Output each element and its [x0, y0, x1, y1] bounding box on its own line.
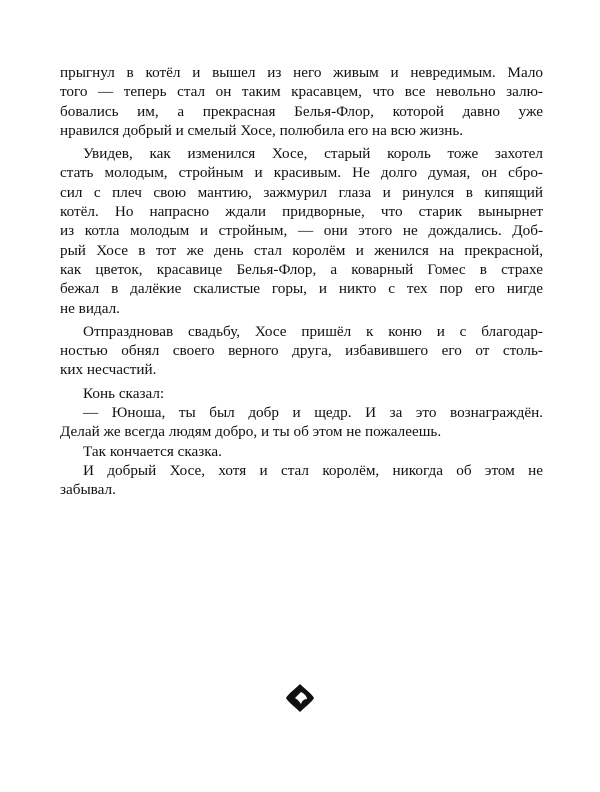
text-line: И добрый Хосе, хотя и стал королём, никогда об этом не	[83, 461, 543, 479]
diamond-leaf-ornament-icon	[282, 680, 318, 716]
text-line: Делай же всегда людям добро, и ты об этом не пожалеешь.	[60, 423, 442, 441]
text-line: — Юноша, ты был добр и щедр. И за это вознаграждён.	[83, 404, 543, 422]
text-line: забывал.	[60, 481, 116, 499]
paragraph-7	[60, 461, 543, 500]
story-text	[60, 63, 543, 500]
paragraph-4	[60, 384, 543, 403]
paragraph-5	[60, 403, 543, 442]
paragraph-2	[60, 144, 543, 318]
text-line: ких несчастий.	[60, 361, 157, 379]
text-line: Увидев, как изменился Хосе, старый король тоже захотел	[83, 145, 543, 163]
paragraph-1	[60, 63, 543, 140]
paragraph-6	[60, 442, 543, 461]
text-line: того — теперь стал он таким красавцем, что все невольно залю-	[60, 83, 543, 101]
text-line: стать молодым, стройным и красивым. Не долго думая, он сбро-	[60, 164, 543, 182]
text-line: бежал в далёкие скалистые горы, и никто с тех пор его нигде	[60, 280, 543, 298]
text-line: сил с плеч свою мантию, зажмурил глаза и ринулся в кипящий	[60, 183, 543, 201]
text-line: ностью обнял своего верного друга, избавившего его от столь-	[60, 342, 543, 360]
text-line: котёл. Но напрасно ждали придворные, что старик вынырнет	[60, 203, 543, 221]
text-line: рый Хосе в тот же день стал королём и женился на прекрасной,	[60, 241, 543, 259]
text-line: из котла молодым и стройным, — они этого не дождались. Доб-	[60, 222, 543, 240]
text-line: как цветок, красавице Белья-Флор, а коварный Гомес в страхе	[60, 260, 543, 278]
text-line: прыгнул в котёл и вышел из него живым и невредимым. Мало	[60, 64, 543, 81]
text-line: бовались им, а прекрасная Белья-Флор, которой давно уже	[60, 102, 543, 120]
text-line: Так кончается сказка.	[83, 442, 222, 460]
text-line: нравился добрый и смелый Хосе, полюбила его на всю жизнь.	[60, 121, 464, 139]
paragraph-3	[60, 322, 543, 380]
text-line: Конь сказал:	[83, 384, 165, 402]
text-line: Отпраздновав свадьбу, Хосе пришёл к коню и с благодар-	[83, 322, 543, 340]
text-line: не видал.	[60, 299, 120, 317]
